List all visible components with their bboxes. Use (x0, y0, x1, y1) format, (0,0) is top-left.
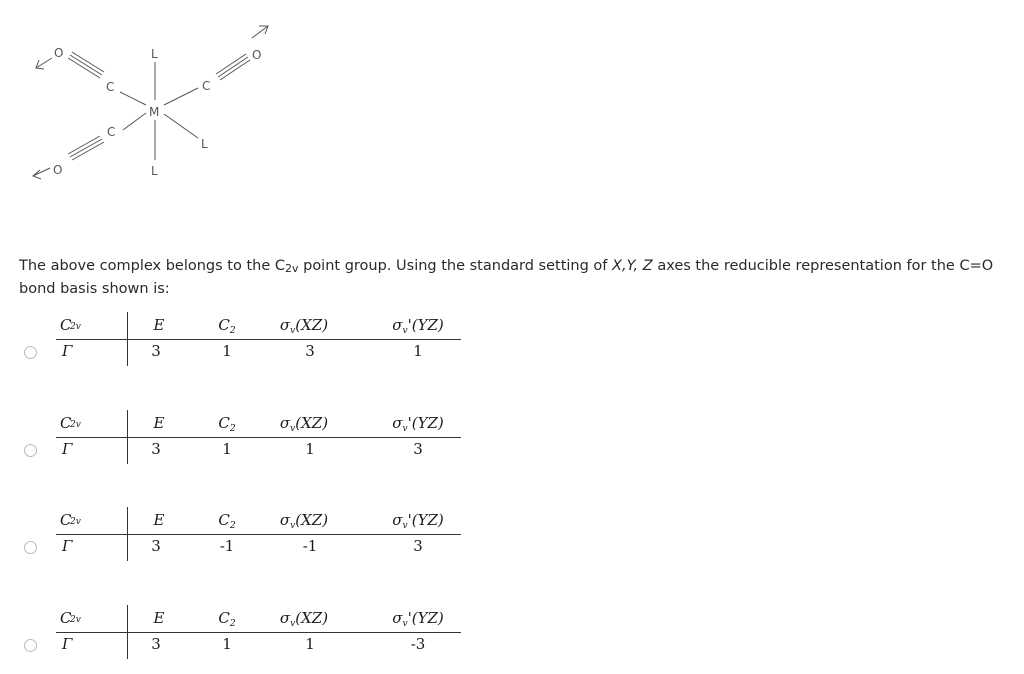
symmetry-operation-header: $\sigma_v(XZ)$ (279, 511, 329, 531)
bond-m-l-right (164, 114, 198, 138)
point-group-subscript: 2v (70, 420, 81, 430)
character-value: 1 (222, 342, 232, 360)
table-header-rule (56, 632, 461, 633)
table-vertical-rule (127, 312, 128, 366)
point-group-label: C (60, 511, 72, 529)
symmetry-operation-header: $\sigma_v'(YZ)$ (392, 316, 444, 336)
symmetry-operation-header: E (153, 609, 165, 627)
symmetry-operation-header: $\sigma_v'(YZ)$ (392, 414, 444, 434)
radio-button[interactable] (24, 639, 37, 652)
gamma-label: Γ (62, 537, 73, 555)
point-group-label: C (60, 609, 72, 627)
character-value: 1 (413, 342, 423, 360)
character-value: -3 (410, 635, 426, 653)
arrow-upper-right (252, 26, 268, 38)
arrow-lower-left (33, 168, 50, 179)
character-value: -1 (219, 537, 235, 555)
carbon-upper-right-label: C (202, 79, 211, 93)
table-vertical-rule (127, 410, 128, 464)
triple-bond-lower-left (68, 136, 104, 160)
bond-m-c-lower-left (123, 113, 146, 130)
point-group-subscript: 2v (70, 322, 81, 332)
character-value: 1 (305, 635, 315, 653)
symmetry-operation-header: $C_2$ (218, 316, 236, 336)
point-group-label: C (60, 414, 72, 432)
bond-m-c-upper-right (164, 88, 198, 105)
table-vertical-rule (127, 507, 128, 561)
carbon-upper-left-label: C (106, 80, 115, 94)
oxygen-upper-right-label: O (252, 48, 262, 62)
symmetry-operation-header: $\sigma_v'(YZ)$ (392, 609, 444, 629)
symmetry-operation-header: $\sigma_v(XZ)$ (279, 316, 329, 336)
symmetry-operation-header: $C_2$ (218, 609, 236, 629)
triple-bond-upper-right (216, 54, 250, 80)
table-vertical-rule (127, 605, 128, 659)
character-value: -1 (302, 537, 318, 555)
bond-m-c-upper-left (120, 92, 146, 105)
symmetry-operation-header: $C_2$ (218, 511, 236, 531)
character-value: 1 (305, 440, 315, 458)
radio-button[interactable] (24, 444, 37, 457)
radio-button[interactable] (24, 541, 37, 554)
arrow-upper-left (36, 58, 52, 69)
question-text: The above complex belongs to the $C_{2v}$ point group. Using the standard setting of X,Y, Z axes the reducible representation for the C=O bond basis shown is: (19, 258, 994, 297)
character-value: 3 (413, 537, 423, 555)
point-group-subscript: 2v (70, 615, 81, 625)
table-header-rule (56, 437, 461, 438)
triple-bond-upper-left (68, 52, 104, 78)
gamma-label: Γ (62, 440, 73, 458)
character-value: 3 (151, 342, 161, 360)
character-value: 3 (151, 537, 161, 555)
symmetry-operation-header: $C_2$ (218, 414, 236, 434)
ligand-right-label: L (201, 137, 208, 151)
symmetry-operation-header: $\sigma_v(XZ)$ (279, 609, 329, 629)
character-value: 1 (222, 635, 232, 653)
gamma-label: Γ (62, 635, 73, 653)
radio-button[interactable] (24, 346, 37, 359)
symmetry-operation-header: E (153, 414, 165, 432)
character-value: 3 (413, 440, 423, 458)
ligand-bottom-label: L (151, 164, 158, 178)
answer-option-4[interactable] (0, 603, 520, 663)
symmetry-operation-header: E (153, 316, 165, 334)
character-value: 3 (305, 342, 315, 360)
table-header-rule (56, 339, 461, 340)
character-value: 1 (222, 440, 232, 458)
answer-option-3[interactable] (0, 505, 520, 565)
molecule-diagram (0, 0, 300, 200)
metal-label: M (149, 105, 160, 119)
answer-option-1[interactable] (0, 310, 520, 370)
answer-option-2[interactable] (0, 408, 520, 468)
character-value: 3 (151, 635, 161, 653)
point-group-label: C (60, 316, 72, 334)
carbon-lower-left-label: C (107, 125, 116, 139)
table-header-rule (56, 534, 461, 535)
character-value: 3 (151, 440, 161, 458)
oxygen-upper-left-label: O (54, 46, 64, 60)
symmetry-operation-header: E (153, 511, 165, 529)
ligand-top-label: L (151, 47, 158, 61)
oxygen-lower-left-label: O (53, 163, 63, 177)
symmetry-operation-header: $\sigma_v(XZ)$ (279, 414, 329, 434)
point-group-subscript: 2v (70, 517, 81, 527)
gamma-label: Γ (62, 342, 73, 360)
symmetry-operation-header: $\sigma_v'(YZ)$ (392, 511, 444, 531)
